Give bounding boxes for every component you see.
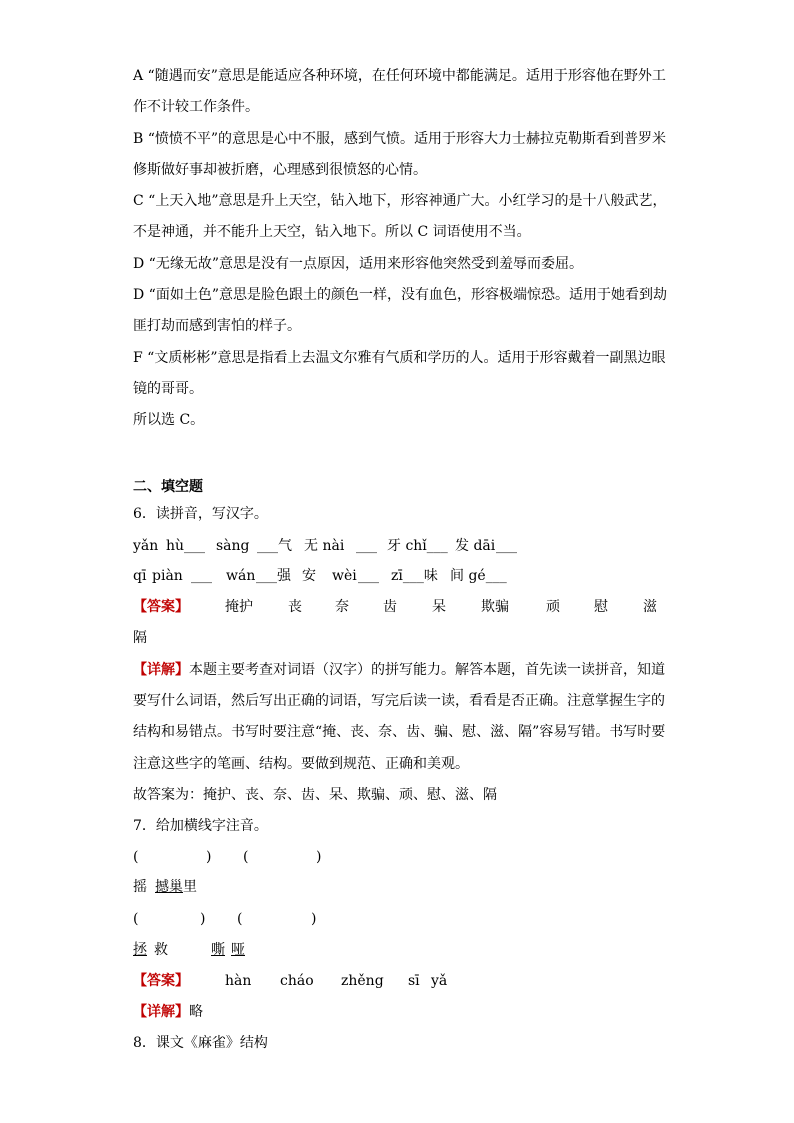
- q6-r1-item: ___: [356, 538, 377, 554]
- paren-open: (: [243, 849, 249, 865]
- detail-label: 【详解】: [133, 1004, 189, 1020]
- q6-answer: 丧: [288, 599, 302, 615]
- q6-r1-item: 无 nài: [304, 538, 345, 554]
- section-title: 二、填空题: [133, 479, 203, 495]
- q6-answer-wrap: 隔: [133, 630, 147, 646]
- q7-answer: zhěng: [341, 973, 384, 989]
- explanation-line-b2: 修斯做好事却被折磨，心理感到很愤怒的心情。: [133, 162, 427, 178]
- explanation-line-f1: F “文质彬彬”意思是指看上去温文尔雅有气质和学历的人。适用于形容戴着一副黑边眼: [133, 350, 666, 366]
- q6-answer: 欺骗: [481, 599, 509, 615]
- q6-answer: 滋: [643, 599, 657, 615]
- q6-r2-item: wán: [226, 568, 256, 584]
- q6-r2-item: zī___味: [391, 568, 438, 584]
- q8-stem: 8．课文《麻雀》结构: [133, 1035, 268, 1051]
- paren-close: ): [206, 849, 212, 865]
- explanation-conclusion: 所以选 C。: [133, 412, 205, 428]
- q6-answer: 顽: [546, 599, 560, 615]
- q6-r1-item: yǎn: [133, 538, 159, 554]
- answer-label: 【答案】: [133, 599, 189, 615]
- q7-word-underlined: 嘶: [211, 942, 225, 958]
- q6-r2-item: ___强: [256, 568, 291, 584]
- q6-detail-text: 本题主要考查对词语（汉字）的拼写能力。解答本题，首先读一读拼音，知道: [189, 662, 665, 678]
- q7-word: 里: [183, 879, 197, 895]
- q6-r1-item: ___: [496, 538, 517, 554]
- q6-r2-item: wèi: [332, 568, 357, 584]
- q6-r1-item: sàng: [216, 538, 250, 554]
- q7-answer: yǎ: [431, 973, 448, 989]
- q7-detail: [133, 1002, 203, 1022]
- explanation-line-d3: 匪打劫而感到害怕的样子。: [133, 318, 301, 334]
- answer-label: 【答案】: [133, 973, 189, 989]
- explanation-line-a1: A “随遇而安”意思是能适应各种环境，在任何环境中都能满足。适用于形容他在野外工: [133, 68, 666, 84]
- q7-stem: 7．给加横线字注音。: [133, 818, 268, 834]
- q7-word-underlined: 拯: [133, 942, 147, 958]
- q7-word-underlined: 撼: [155, 879, 169, 895]
- q6-r1-item: 发 dāi: [455, 538, 496, 554]
- q7-answer: sī: [408, 973, 420, 989]
- paren-close: ): [316, 849, 322, 865]
- q6-r1-item: hù___: [166, 538, 206, 554]
- explanation-line-a2: 作不计较工作条件。: [133, 99, 259, 115]
- q6-r2-item: 间 gé___: [450, 568, 507, 584]
- q7-word: 摇: [133, 879, 147, 895]
- q6-r2-item: 安: [302, 568, 316, 584]
- q6-final-answer: 故答案为：掩护、丧、奈、齿、呆、欺骗、顽、慰、滋、隔: [133, 787, 497, 803]
- q6-r2-item: piàn: [152, 568, 183, 584]
- detail-label: 【详解】: [133, 662, 189, 678]
- q6-stem: 6．读拼音，写汉字。: [133, 506, 268, 522]
- explanation-line-b1: B “愤愤不平”的意思是心中不服，感到气愤。适用于形容大力士赫拉克勒斯看到普罗米: [133, 131, 667, 147]
- q6-r2-item: ___: [358, 568, 379, 584]
- explanation-line-c1: C “上天入地”意思是升上天空，钻入地下，形容神通广大。小红学习的是十八般武艺，: [133, 193, 667, 209]
- q6-answer: 奈: [335, 599, 349, 615]
- q6-answer: 齿: [383, 599, 397, 615]
- paren-open: (: [133, 911, 139, 927]
- paren-close: ): [200, 911, 206, 927]
- explanation-line-f2: 镜的哥哥。: [133, 381, 203, 397]
- q7-detail-text: 略: [189, 1004, 203, 1020]
- q6-r2-item: ___: [191, 568, 212, 584]
- q7-answer: hàn: [225, 973, 252, 989]
- q6-detail-4: 注意这些字的笔画、结构。要做到规范、正确和美观。: [133, 756, 469, 772]
- q6-answer: 掩护: [225, 599, 253, 615]
- q7-word-underlined: 哑: [231, 942, 245, 958]
- paren-open: (: [237, 911, 243, 927]
- q7-word: 救: [154, 942, 168, 958]
- explanation-line-d2: D “面如土色”意思是脸色跟土的颜色一样，没有血色，形容极端惊恐。适用于她看到劫: [133, 287, 667, 303]
- q6-detail-2: 要写什么词语，然后写出正确的词语，写完后读一读，看看是否正确。注意掌握生字的: [133, 693, 665, 709]
- q7-word-underlined: 巢: [169, 879, 183, 895]
- explanation-line-d1: D “无缘无故”意思是没有一点原因，适用来形容他突然受到羞辱而委屈。: [133, 256, 583, 272]
- q6-r1-item: 牙 chǐ___: [387, 538, 448, 554]
- q6-r1-item: ___气: [257, 538, 292, 554]
- q6-answer: 慰: [594, 599, 608, 615]
- paren-open: (: [133, 849, 139, 865]
- q6-answer: 呆: [432, 599, 446, 615]
- q6-r2-item: qī: [133, 568, 147, 584]
- paren-close: ): [311, 911, 317, 927]
- q6-detail-3: 结构和易错点。书写时要注意“掩、丧、奈、齿、骗、慰、滋、隔”容易写错。书写时要: [133, 724, 666, 740]
- explanation-line-c2: 不是神通，并不能升上天空，钻入地下。所以 C 词语使用不当。: [133, 224, 531, 240]
- q7-answer: cháo: [280, 973, 314, 989]
- q6-detail-1: [133, 660, 665, 680]
